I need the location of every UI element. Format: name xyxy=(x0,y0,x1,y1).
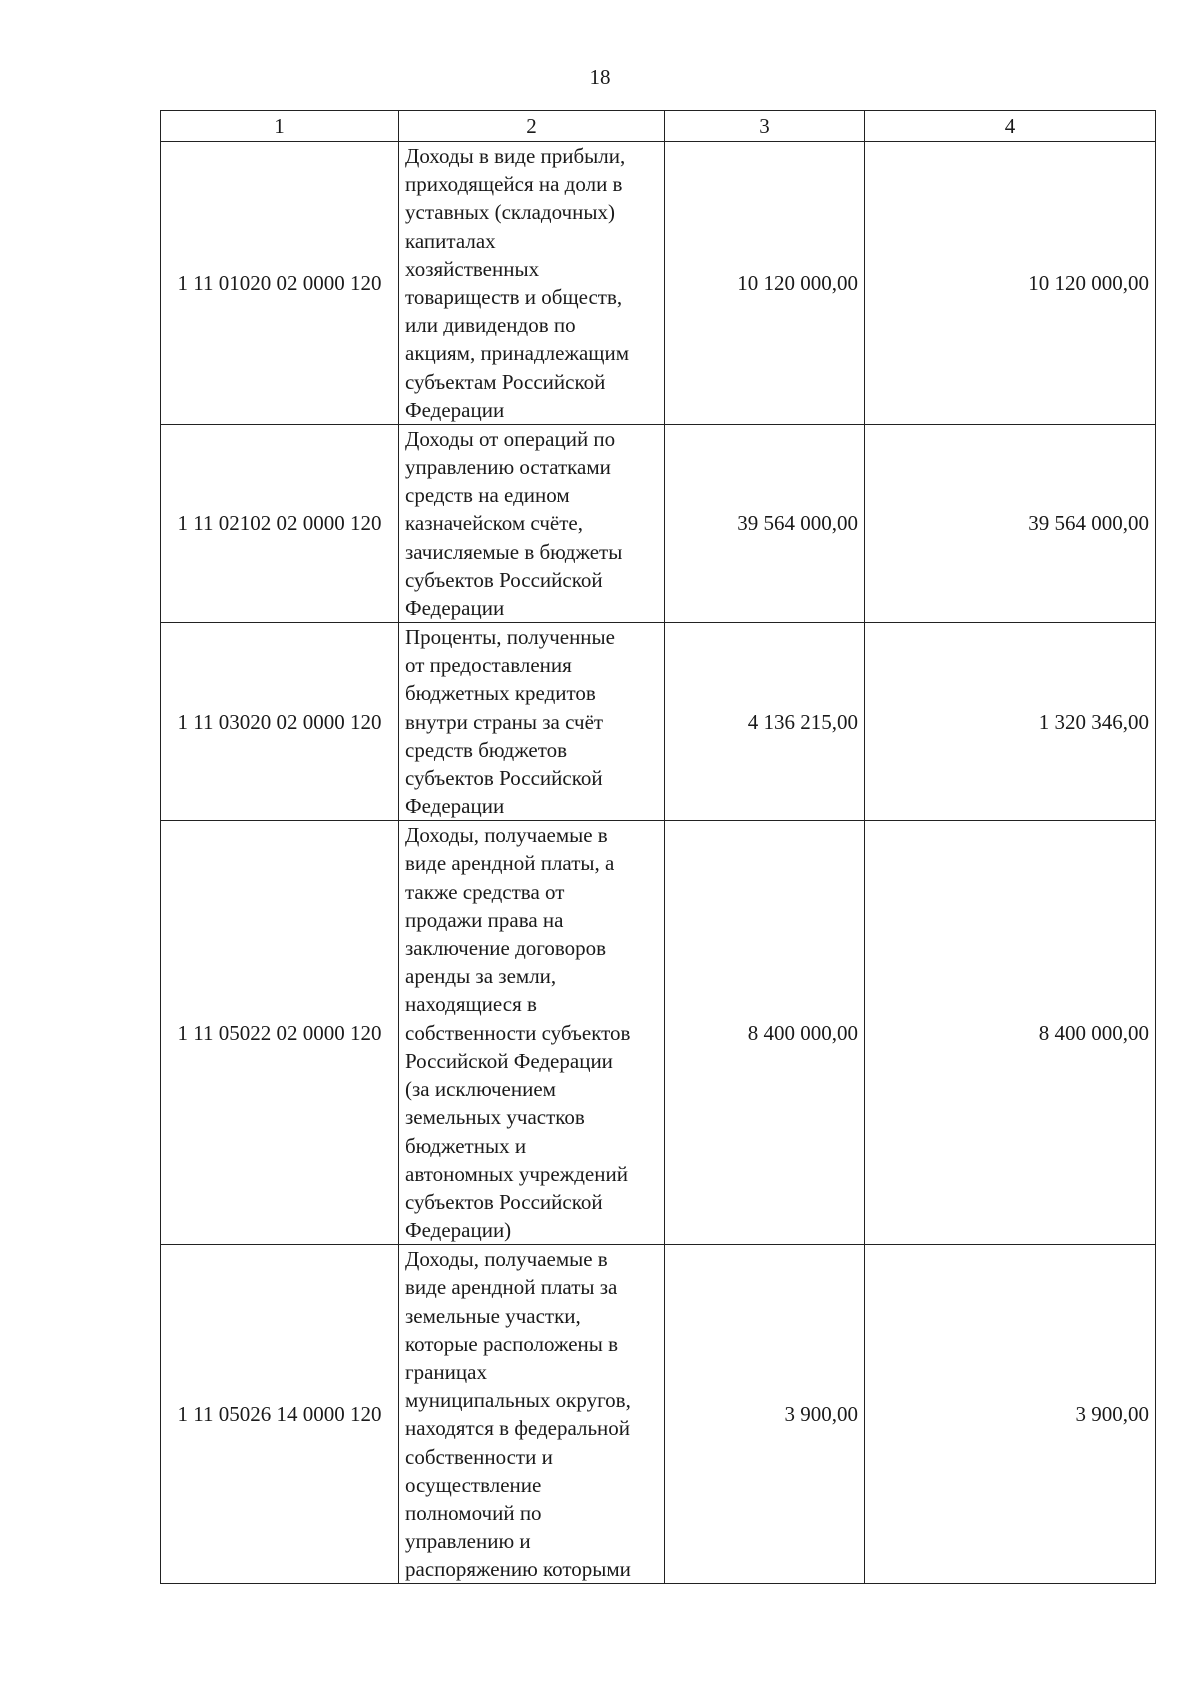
description-line: собственности субъектов xyxy=(405,1020,631,1045)
budget-code-cell: 1 11 03020 02 0000 120 xyxy=(161,623,399,821)
description-line: Российской Федерации xyxy=(405,1048,613,1073)
description-line: муниципальных округов, xyxy=(405,1388,631,1413)
column-header-4: 4 xyxy=(865,111,1156,142)
description-line: средств на едином xyxy=(405,483,570,508)
description-line: приходящейся на доли в xyxy=(405,172,623,197)
description-line: находящиеся в xyxy=(405,992,537,1017)
description-line: товариществ и обществ, xyxy=(405,285,623,310)
description-line: аренды за земли, xyxy=(405,964,557,989)
description-line: Доходы, получаемые в xyxy=(405,1247,608,1272)
description-line: Федерации) xyxy=(405,1218,512,1243)
description-line: земельные участки, xyxy=(405,1303,581,1328)
value-column-3: 4 136 215,00 xyxy=(665,623,865,821)
value-column-3: 3 900,00 xyxy=(665,1245,865,1584)
value-column-4: 10 120 000,00 xyxy=(865,142,1156,425)
description-line: казначейском счёте, xyxy=(405,511,583,536)
description-line: находятся в федеральной xyxy=(405,1416,631,1441)
budget-code-cell: 1 11 05022 02 0000 120 xyxy=(161,821,399,1245)
description-line: осуществление xyxy=(405,1472,542,1497)
table-row xyxy=(161,1245,1156,1584)
description-line: виде арендной платы, а xyxy=(405,851,615,876)
description-line: собственности и xyxy=(405,1444,553,1469)
description-line: управлению остатками xyxy=(405,455,611,480)
description-line: земельных участков xyxy=(405,1105,585,1130)
budget-code-cell: 1 11 05026 14 0000 120 xyxy=(161,1245,399,1584)
value-column-3: 10 120 000,00 xyxy=(665,142,865,425)
description-line: Доходы в виде прибыли, xyxy=(405,144,626,168)
description-cell xyxy=(399,1245,665,1584)
column-header-3: 3 xyxy=(665,111,865,142)
description-line: уставных (складочных) xyxy=(405,200,615,225)
value-column-3: 8 400 000,00 xyxy=(665,821,865,1245)
header-row xyxy=(161,111,1156,142)
description-line: виде арендной платы за xyxy=(405,1275,618,1300)
description-line: также средства от xyxy=(405,879,565,904)
table-row xyxy=(161,623,1156,821)
description-line: автономных учреждений xyxy=(405,1161,628,1186)
description-line: Федерации xyxy=(405,397,505,422)
description-line: субъектам Российской xyxy=(405,369,606,394)
value-column-4: 8 400 000,00 xyxy=(865,821,1156,1245)
value-column-4: 3 900,00 xyxy=(865,1245,1156,1584)
description-line: Доходы, получаемые в xyxy=(405,823,608,848)
description-line: полномочий по xyxy=(405,1500,542,1525)
description-line: бюджетных и xyxy=(405,1133,527,1158)
description-cell xyxy=(399,142,665,425)
description-cell xyxy=(399,424,665,622)
table-row xyxy=(161,142,1156,425)
description-line: внутри страны за счёт xyxy=(405,709,604,734)
table-row xyxy=(161,821,1156,1245)
description-line: капиталах xyxy=(405,228,496,253)
description-line: Доходы от операций по xyxy=(405,426,616,451)
description-line: акциям, принадлежащим xyxy=(405,341,629,366)
description-line: Федерации xyxy=(405,596,505,621)
description-line: которые расположены в xyxy=(405,1331,619,1356)
value-column-4: 1 320 346,00 xyxy=(865,623,1156,821)
description-line: границах xyxy=(405,1359,487,1384)
budget-code-cell: 1 11 01020 02 0000 120 xyxy=(161,142,399,425)
description-cell xyxy=(399,821,665,1245)
value-column-4: 39 564 000,00 xyxy=(865,424,1156,622)
description-cell xyxy=(399,623,665,821)
description-line: распоряжению которыми xyxy=(405,1557,631,1582)
description-line: средств бюджетов xyxy=(405,737,568,762)
description-line: зачисляемые в бюджеты xyxy=(405,539,623,564)
column-header-2: 2 xyxy=(399,111,665,142)
description-line: продажи права на xyxy=(405,907,564,932)
page-number: 18 xyxy=(589,65,611,89)
description-line: от предоставления xyxy=(405,653,572,678)
description-line: субъектов Российской xyxy=(405,1189,603,1214)
description-line: заключение договоров xyxy=(405,936,607,961)
description-line: субъектов Российской xyxy=(405,766,603,791)
description-line: субъектов Российской xyxy=(405,567,603,592)
value-column-3: 39 564 000,00 xyxy=(665,424,865,622)
description-line: бюджетных кредитов xyxy=(405,681,596,706)
revenue-table xyxy=(160,110,1156,1584)
description-line: или дивидендов по xyxy=(405,313,576,338)
table-row xyxy=(161,424,1156,622)
description-line: Проценты, полученные xyxy=(405,625,615,650)
budget-code-cell: 1 11 02102 02 0000 120 xyxy=(161,424,399,622)
description-line: (за исключением xyxy=(405,1077,556,1102)
description-line: управлению и xyxy=(405,1529,531,1554)
column-header-1: 1 xyxy=(161,111,399,142)
description-line: хозяйственных xyxy=(405,256,540,281)
description-line: Федерации xyxy=(405,794,505,819)
